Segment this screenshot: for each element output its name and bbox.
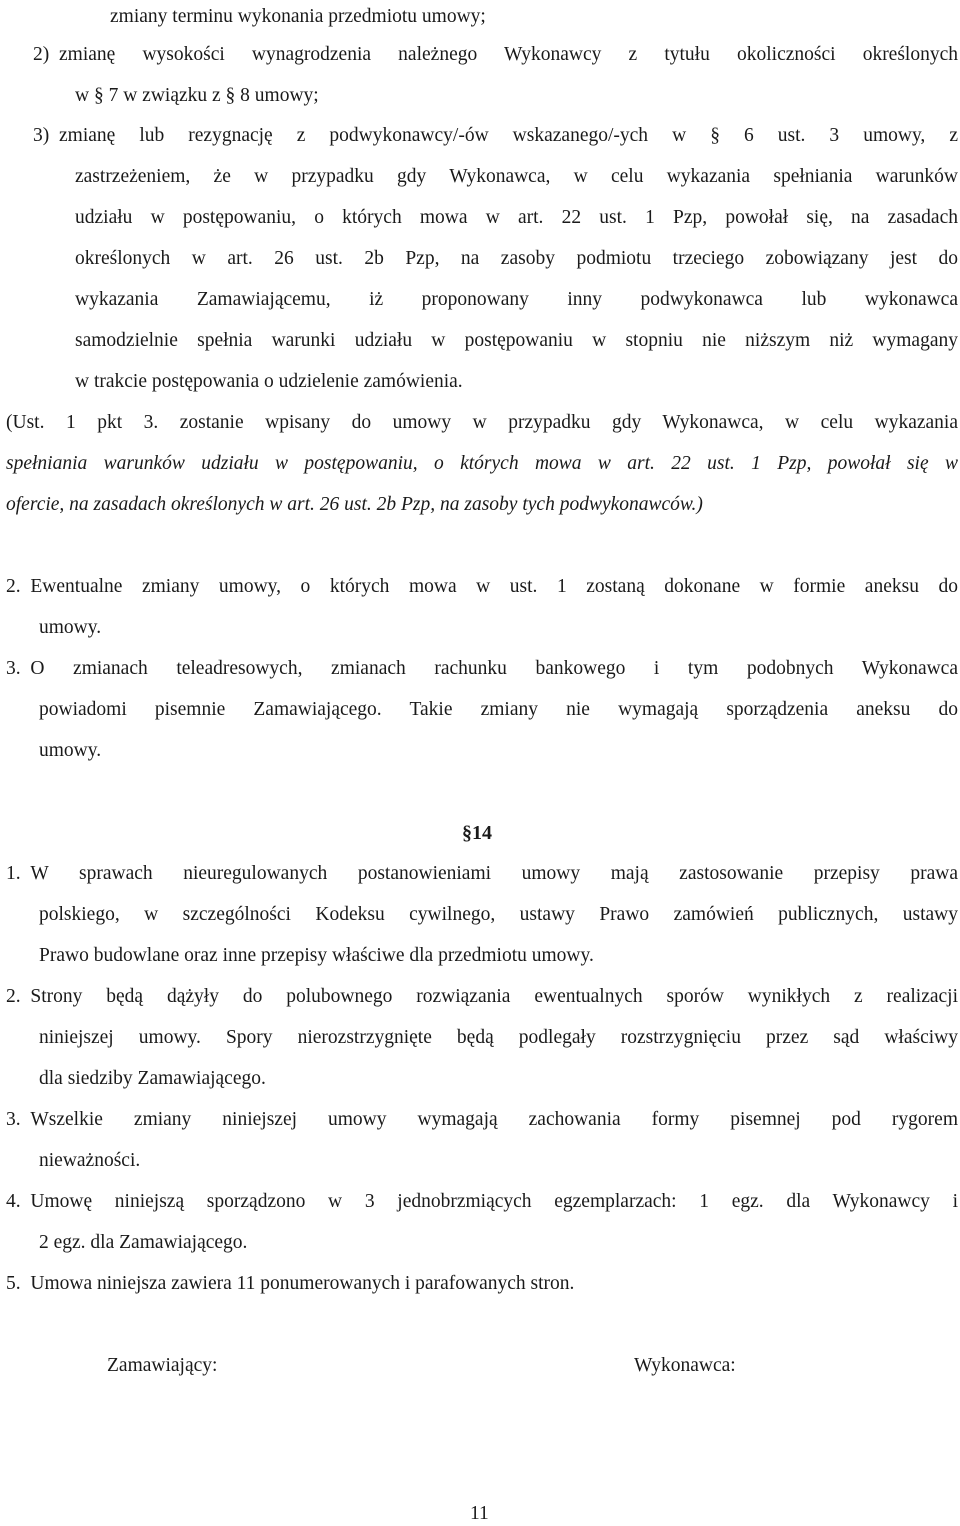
- text-line: niniejszej umowy. Spory nierozstrzygnięte będą podlegały rozstrzygnięciu przez sąd właściwy: [39, 1027, 958, 1048]
- clause-5: 5. Umowa niniejsza zawiera 11 ponumerowanych i parafowanych stron.: [6, 1273, 575, 1294]
- text-line: zmiany terminu wykonania przedmiotu umowy;: [110, 6, 486, 27]
- note-line: ofercie, na zasadach określonych w art. 26 ust. 2b Pzp, na zasoby tych podwykonawców.): [6, 494, 703, 515]
- section-heading: §14: [462, 822, 492, 844]
- text-line: umowy.: [39, 617, 102, 638]
- text-line: samodzielnie spełnia warunki udziału w postępowaniu w stopniu nie niższym niż wymagany: [75, 330, 958, 351]
- page-number: 11: [470, 1503, 489, 1524]
- text-line: określonych w art. 26 ust. 2b Pzp, na zasoby podmiotu trzeciego zobowiązany jest do: [75, 248, 958, 269]
- note-line: (Ust. 1 pkt 3. zostanie wpisany do umowy w przypadku gdy Wykonawca, w celu wykazania: [6, 412, 958, 433]
- list-item-3: 3) zmianę lub rezygnację z podwykonawcy/-ów wskazanego/-ych w § 6 ust. 3 umowy, z: [33, 125, 958, 146]
- text-line: w trakcie postępowania o udzielenie zamówienia.: [75, 371, 463, 392]
- text-line: Prawo budowlane oraz inne przepisy właściwe dla przedmiotu umowy.: [39, 945, 594, 966]
- clause-4: 4. Umowę niniejszą sporządzono w 3 jednobrzmiących egzemplarzach: 1 egz. dla Wykonawcy i: [6, 1191, 958, 1212]
- clause-2: 2. Ewentualne zmiany umowy, o których mowa w ust. 1 zostaną dokonane w formie aneksu do: [6, 576, 958, 597]
- text-line: umowy.: [39, 740, 102, 761]
- text-line: polskiego, w szczególności Kodeksu cywilnego, ustawy Prawo zamówień publicznych, ustawy: [39, 904, 958, 925]
- signature-label-contractor: Wykonawca:: [634, 1355, 736, 1376]
- text-line: zastrzeżeniem, że w przypadku gdy Wykonawca, w celu wykazania spełniania warunków: [75, 166, 958, 187]
- text-line: w § 7 w związku z § 8 umowy;: [75, 85, 319, 106]
- text-line: powiadomi pisemnie Zamawiającego. Takie zmiany nie wymagają sporządzenia aneksu do: [39, 699, 958, 720]
- note-line: spełniania warunków udziału w postępowaniu, o których mowa w art. 22 ust. 1 Pzp, powołał się w: [6, 453, 958, 474]
- text-line: udziału w postępowaniu, o których mowa w art. 22 ust. 1 Pzp, powołał się, na zasadach: [75, 207, 958, 228]
- list-item-2: 2) zmianę wysokości wynagrodzenia należnego Wykonawcy z tytułu okoliczności określonych: [33, 44, 958, 65]
- clause-3: 3. Wszelkie zmiany niniejszej umowy wymagają zachowania formy pisemnej pod rygorem: [6, 1109, 958, 1130]
- text-line: dla siedziby Zamawiającego.: [39, 1068, 266, 1089]
- clause-1: 1. W sprawach nieuregulowanych postanowieniami umowy mają zastosowanie przepisy prawa: [6, 863, 958, 884]
- clause-3: 3. O zmianach teleadresowych, zmianach rachunku bankowego i tym podobnych Wykonawca: [6, 658, 958, 679]
- signature-label-ordering-party: Zamawiający:: [107, 1355, 218, 1376]
- clause-2: 2. Strony będą dążyły do polubownego rozwiązania ewentualnych sporów wynikłych z realizacji: [6, 986, 958, 1007]
- text-line: nieważności.: [39, 1150, 141, 1171]
- text-line: wykazania Zamawiającemu, iż proponowany inny podwykonawca lub wykonawca: [75, 289, 958, 310]
- text-line: 2 egz. dla Zamawiającego.: [39, 1232, 248, 1253]
